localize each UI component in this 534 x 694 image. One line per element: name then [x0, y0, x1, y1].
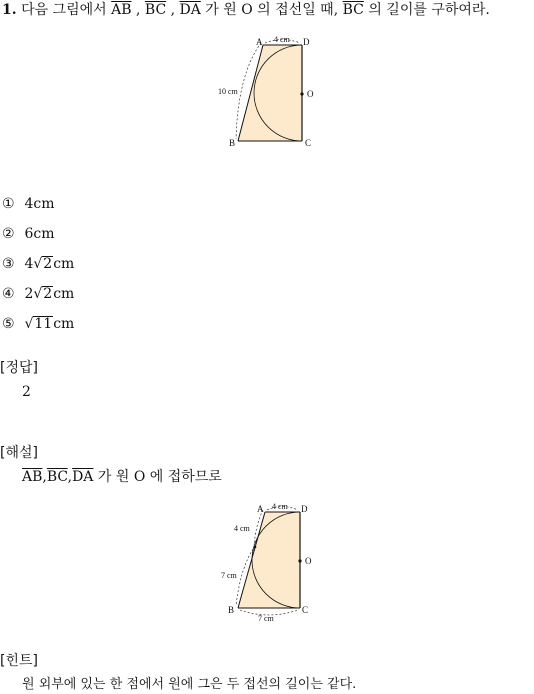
option-marker: ④ [2, 286, 15, 302]
label-upper-left-length: 4 cm [234, 524, 250, 533]
hint-header: [힌트] [0, 653, 38, 669]
answer-header: [정답] [0, 360, 38, 376]
option-text: 4cm [24, 196, 55, 212]
segment-ab: $\overline{AB}$ [22, 469, 43, 485]
option-3[interactable] [2, 255, 74, 273]
option-5[interactable] [2, 315, 74, 333]
radical-sign: √ [24, 316, 34, 332]
tangent-point [254, 546, 257, 549]
radical-sign: √ [33, 256, 43, 272]
option-marker: ② [2, 226, 15, 242]
segment-bc-2: $\overline{BC}$ [342, 2, 364, 18]
option-coefficient: 4 [24, 256, 34, 272]
question [2, 0, 490, 20]
label-side-length: 10 cm [218, 87, 238, 96]
solution-text [22, 468, 222, 486]
segment-bc: $\overline{BC}$ [46, 469, 68, 485]
label-d: D [301, 504, 308, 514]
comma: , [67, 469, 73, 485]
label-o: O [305, 556, 312, 566]
option-marker: ① [2, 196, 15, 212]
solution-sentence: 가 원 O 에 접하므로 [93, 469, 222, 485]
option-radicand: 2 [43, 286, 53, 302]
option-marker: ③ [2, 256, 15, 272]
center-point [300, 92, 303, 95]
label-d: D [303, 37, 310, 47]
label-b: B [228, 605, 235, 615]
label-b: B [229, 138, 236, 148]
answer-value: 2 [22, 384, 31, 400]
comma: , [42, 469, 47, 485]
figure-2 [220, 500, 328, 622]
comma: , [131, 2, 145, 18]
label-lower-left-length: 7 cm [221, 571, 237, 580]
option-2[interactable] [2, 225, 54, 243]
question-text-1: 다음 그림에서 [21, 2, 112, 18]
center-point [298, 559, 301, 562]
option-1[interactable] [2, 195, 54, 213]
option-unit: cm [53, 256, 75, 272]
segment-ab: $\overline{AB}$ [111, 2, 132, 18]
label-a: A [257, 504, 264, 514]
label-c: C [305, 138, 312, 148]
option-4[interactable] [2, 285, 74, 303]
comma: , [166, 2, 180, 18]
option-text: 6cm [24, 226, 55, 242]
question-number: 1. [2, 2, 17, 18]
option-unit: cm [53, 316, 75, 332]
segment-da: $\overline{DA}$ [72, 469, 94, 485]
label-top-length: 4 cm [274, 35, 290, 44]
label-top-length: 4 cm [272, 502, 288, 511]
segment-da: $\overline{DA}$ [179, 2, 201, 18]
label-a: A [256, 37, 263, 47]
solution-header: [해설] [0, 445, 38, 461]
option-unit: cm [53, 286, 75, 302]
label-bottom-length: 7 cm [258, 614, 274, 622]
label-c: C [302, 605, 309, 615]
option-marker: ⑤ [2, 316, 15, 332]
question-text-2: 가 원 O 의 접선일 때, [200, 2, 343, 18]
label-o: O [307, 89, 314, 99]
figure-1 [216, 34, 326, 150]
question-text-3: 의 길이를 구하여라. [363, 2, 490, 18]
segment-bc: $\overline{BC}$ [144, 2, 167, 18]
radical-sign: √ [33, 286, 43, 302]
hint-text: 원 외부에 있는 한 점에서 원에 그은 두 접선의 길이는 같다. [22, 677, 357, 692]
option-coefficient: 2 [24, 286, 34, 302]
option-radicand: 11 [34, 316, 53, 332]
option-radicand: 2 [43, 256, 53, 272]
trapezoid-fill [238, 45, 302, 141]
